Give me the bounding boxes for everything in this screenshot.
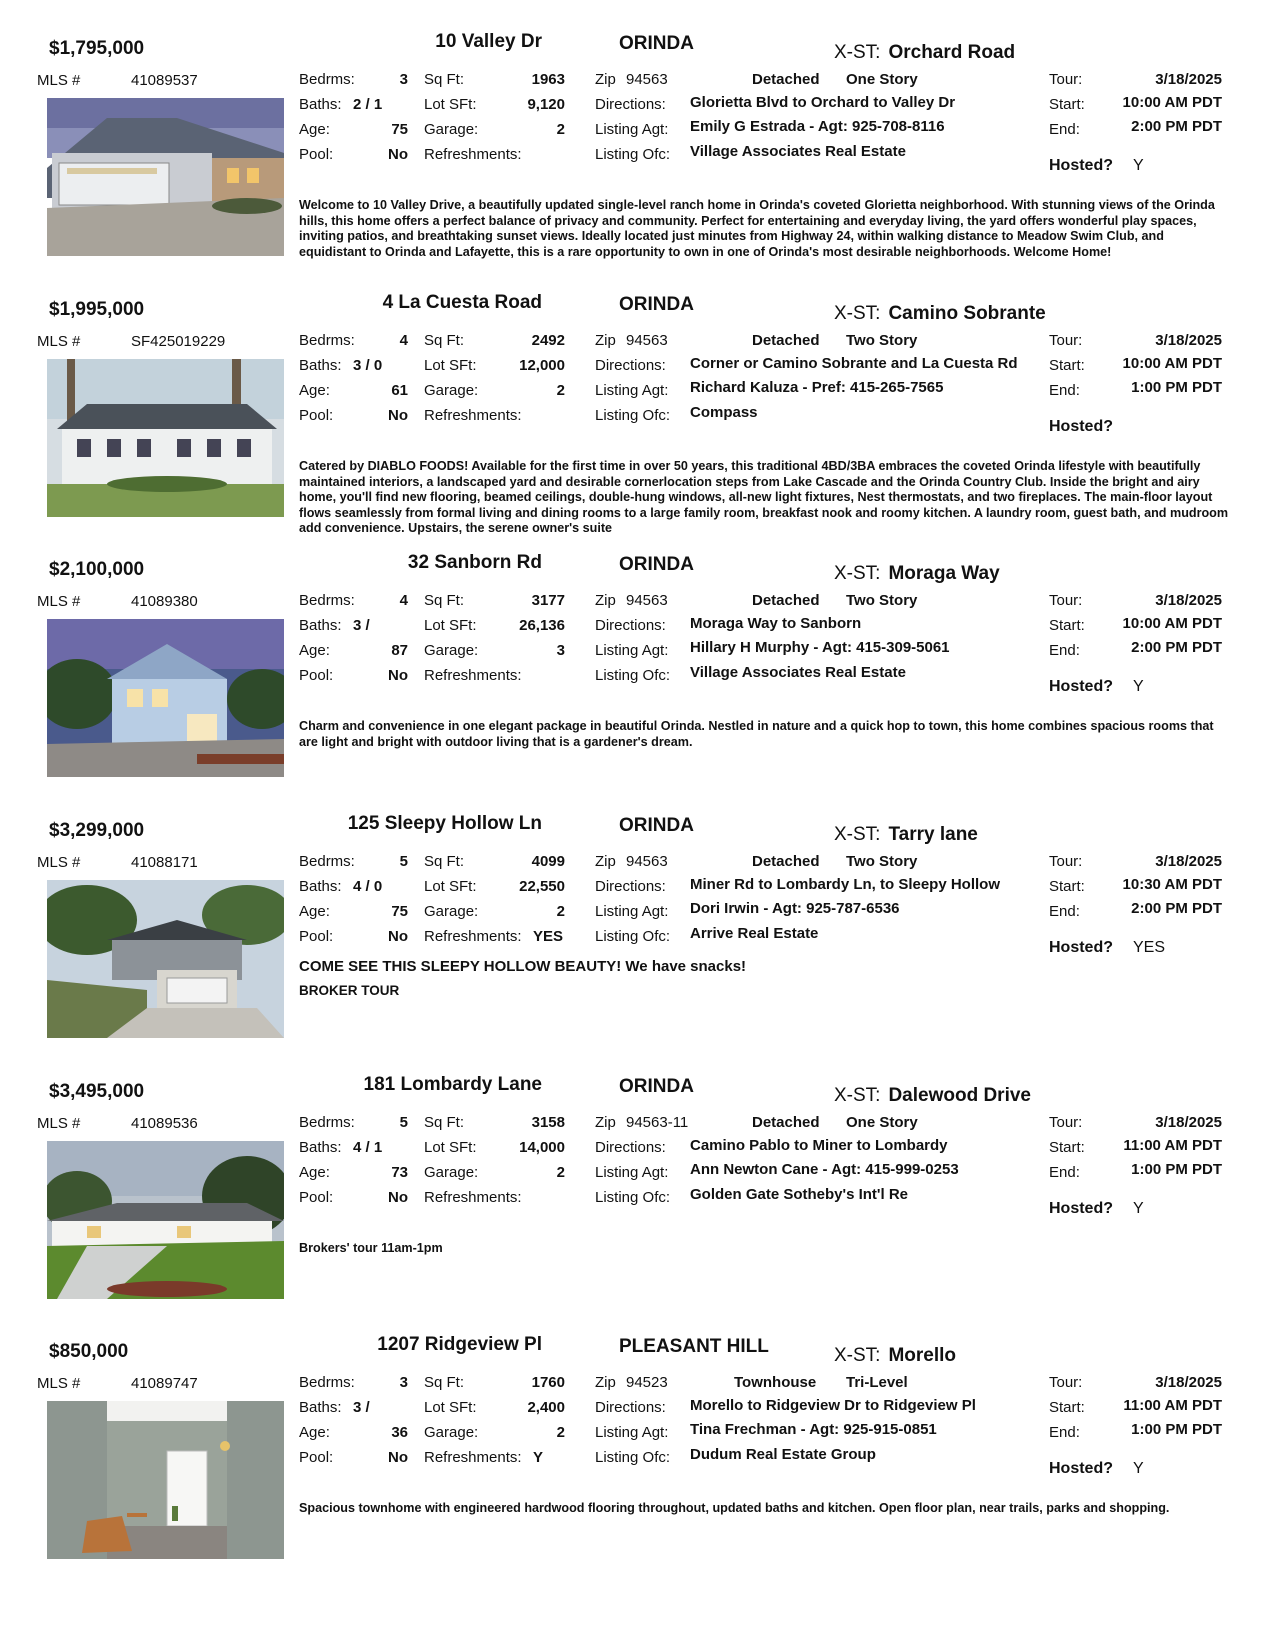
listing-agent-value: Dori Irwin - Agt: 925-787-6536 bbox=[690, 900, 900, 917]
start-label: Start: bbox=[1049, 617, 1085, 634]
cross-street bbox=[834, 303, 1046, 325]
garage-label: Garage: bbox=[424, 1164, 479, 1181]
mls-label: MLS # bbox=[37, 72, 81, 89]
mls-number: SF425019229 bbox=[131, 333, 226, 350]
start-label: Start: bbox=[1049, 357, 1085, 374]
listing-office-label: Listing Ofc: bbox=[595, 667, 671, 684]
refreshments-label: Refreshments: bbox=[424, 146, 522, 163]
directions-label: Directions: bbox=[595, 357, 666, 374]
hosted-label: Hosted? bbox=[1049, 939, 1113, 956]
listing-card bbox=[0, 1071, 1275, 1329]
listing-agent-label: Listing Agt: bbox=[595, 903, 669, 920]
refreshments-value: Y bbox=[533, 1449, 544, 1466]
mls-label: MLS # bbox=[37, 1115, 81, 1132]
bedrooms-value: 5 bbox=[399, 853, 408, 870]
lot-sqft-value: 9,120 bbox=[527, 96, 565, 113]
pool-label: Pool: bbox=[299, 1189, 334, 1206]
house-photo-image bbox=[47, 1141, 284, 1299]
directions-label: Directions: bbox=[595, 1139, 666, 1156]
hosted-label: Hosted? bbox=[1049, 678, 1113, 695]
cross-street-label: X-ST: bbox=[834, 303, 881, 324]
directions-label: Directions: bbox=[595, 878, 666, 895]
hosted-value: Y bbox=[1133, 1460, 1144, 1477]
garage-label: Garage: bbox=[424, 1424, 479, 1441]
end-time: 1:00 PM PDT bbox=[1131, 1421, 1222, 1438]
tour-date: 3/18/2025 bbox=[1155, 332, 1222, 349]
listing-card bbox=[0, 289, 1275, 547]
cross-street-value: Tarry lane bbox=[888, 824, 978, 845]
sqft-value: 3177 bbox=[531, 592, 565, 609]
lot-sqft-value: 14,000 bbox=[519, 1139, 565, 1156]
start-label: Start: bbox=[1049, 1139, 1085, 1156]
tour-label: Tour: bbox=[1049, 1114, 1083, 1131]
garage-value: 2 bbox=[556, 903, 565, 920]
listing-price: $2,100,000 bbox=[49, 559, 145, 580]
age-label: Age: bbox=[299, 1424, 330, 1441]
house-photo-image bbox=[47, 98, 284, 256]
listing-city: ORINDA bbox=[619, 815, 694, 836]
age-label: Age: bbox=[299, 642, 330, 659]
listing-card bbox=[0, 810, 1275, 1068]
refreshments-label: Refreshments: bbox=[424, 667, 522, 684]
age-value: 36 bbox=[391, 1424, 408, 1441]
end-label: End: bbox=[1049, 382, 1080, 399]
listing-office-label: Listing Ofc: bbox=[595, 146, 671, 163]
mls-label: MLS # bbox=[37, 333, 81, 350]
listing-city: ORINDA bbox=[619, 1076, 694, 1097]
bedrooms-label: Bedrms: bbox=[299, 1114, 355, 1131]
age-value: 75 bbox=[391, 903, 408, 920]
property-type: Townhouse bbox=[734, 1374, 817, 1391]
tour-label: Tour: bbox=[1049, 853, 1083, 870]
age-value: 73 bbox=[391, 1164, 408, 1181]
baths-label: Baths: bbox=[299, 1139, 342, 1156]
listing-card bbox=[0, 28, 1275, 286]
age-label: Age: bbox=[299, 382, 330, 399]
end-label: End: bbox=[1049, 903, 1080, 920]
property-style: One Story bbox=[846, 71, 918, 88]
directions-value: Moraga Way to Sanborn bbox=[690, 615, 862, 632]
bedrooms-label: Bedrms: bbox=[299, 853, 355, 870]
tour-date: 3/18/2025 bbox=[1155, 592, 1222, 609]
listing-address: 1207 Ridgeview Pl bbox=[377, 1334, 542, 1355]
cross-street bbox=[834, 824, 978, 846]
hosted-label: Hosted? bbox=[1049, 157, 1113, 174]
pool-value: No bbox=[388, 1449, 408, 1466]
end-label: End: bbox=[1049, 1164, 1080, 1181]
cross-street-value: Dalewood Drive bbox=[888, 1085, 1031, 1106]
bedrooms-value: 4 bbox=[399, 592, 408, 609]
bedrooms-label: Bedrms: bbox=[299, 71, 355, 88]
refreshments-label: Refreshments: bbox=[424, 1449, 522, 1466]
listing-address: 181 Lombardy Lane bbox=[363, 1074, 542, 1095]
age-value: 61 bbox=[391, 382, 408, 399]
directions-value: Camino Pablo to Miner to Lombardy bbox=[690, 1137, 948, 1154]
pool-value: No bbox=[388, 667, 408, 684]
cross-street-label: X-ST: bbox=[834, 1345, 881, 1366]
garage-value: 2 bbox=[556, 121, 565, 138]
start-label: Start: bbox=[1049, 96, 1085, 113]
hosted-value: Y bbox=[1133, 1200, 1144, 1217]
baths-value: 4 / 1 bbox=[353, 1139, 383, 1156]
bedrooms-value: 3 bbox=[399, 1374, 408, 1391]
listing-office-value: Golden Gate Sotheby's Int'l Re bbox=[690, 1186, 908, 1203]
cross-street bbox=[834, 1085, 1031, 1107]
listing-agent-label: Listing Agt: bbox=[595, 642, 669, 659]
bedrooms-label: Bedrms: bbox=[299, 1374, 355, 1391]
listing-office-value: Village Associates Real Estate bbox=[690, 664, 906, 681]
start-time: 10:30 AM PDT bbox=[1122, 876, 1222, 893]
mls-label: MLS # bbox=[37, 1375, 81, 1392]
garage-label: Garage: bbox=[424, 642, 479, 659]
start-time: 11:00 AM PDT bbox=[1123, 1137, 1222, 1154]
sqft-label: Sq Ft: bbox=[424, 1114, 465, 1131]
hosted-label: Hosted? bbox=[1049, 1460, 1113, 1477]
listing-office-label: Listing Ofc: bbox=[595, 1189, 671, 1206]
pool-value: No bbox=[388, 146, 408, 163]
listing-price: $850,000 bbox=[49, 1341, 129, 1362]
property-type: Detached bbox=[752, 853, 820, 870]
end-time: 2:00 PM PDT bbox=[1131, 118, 1222, 135]
zip-value: 94563 bbox=[626, 592, 668, 609]
lot-sqft-label: Lot SFt: bbox=[424, 96, 477, 113]
baths-label: Baths: bbox=[299, 357, 342, 374]
listing-city: ORINDA bbox=[619, 33, 694, 54]
property-style: Two Story bbox=[846, 592, 918, 609]
cross-street bbox=[834, 1345, 956, 1367]
bedrooms-value: 4 bbox=[399, 332, 408, 349]
house-photo bbox=[47, 1141, 284, 1299]
cross-street bbox=[834, 42, 1015, 64]
directions-label: Directions: bbox=[595, 617, 666, 634]
listing-city: ORINDA bbox=[619, 554, 694, 575]
house-photo-image bbox=[47, 880, 284, 1038]
house-photo bbox=[47, 359, 284, 517]
house-photo-image bbox=[47, 1401, 284, 1559]
garage-label: Garage: bbox=[424, 382, 479, 399]
bedrooms-label: Bedrms: bbox=[299, 332, 355, 349]
bedrooms-value: 3 bbox=[399, 71, 408, 88]
listing-office-label: Listing Ofc: bbox=[595, 407, 671, 424]
listing-agent-label: Listing Agt: bbox=[595, 382, 669, 399]
pool-label: Pool: bbox=[299, 928, 334, 945]
baths-value: 3 / bbox=[353, 617, 370, 634]
lot-sqft-label: Lot SFt: bbox=[424, 357, 477, 374]
listing-agent-value: Richard Kaluza - Pref: 415-265-7565 bbox=[690, 379, 944, 396]
house-photo-image bbox=[47, 619, 284, 777]
listing-agent-label: Listing Agt: bbox=[595, 1164, 669, 1181]
zip-value: 94563 bbox=[626, 71, 668, 88]
listing-card bbox=[0, 549, 1275, 807]
listing-city: PLEASANT HILL bbox=[619, 1336, 769, 1357]
end-time: 1:00 PM PDT bbox=[1131, 379, 1222, 396]
listing-address: 10 Valley Dr bbox=[435, 31, 542, 52]
mls-number: 41089747 bbox=[131, 1375, 198, 1392]
property-style: Two Story bbox=[846, 853, 918, 870]
directions-label: Directions: bbox=[595, 96, 666, 113]
zip-label: Zip bbox=[595, 332, 616, 349]
house-photo-image bbox=[47, 359, 284, 517]
mls-number: 41089537 bbox=[131, 72, 198, 89]
tour-label: Tour: bbox=[1049, 1374, 1083, 1391]
listing-agent-label: Listing Agt: bbox=[595, 1424, 669, 1441]
baths-value: 3 / 0 bbox=[353, 357, 383, 374]
listing-description: Catered by DIABLO FOODS! Available for the first time in over 50 years, this traditional 4BD/3BA embraces the coveted Orinda lifestyle with beautifully maintained interiors, a landscaped yard and desirable cornerlocation steps from Lake Cascade and the Orinda Country Club. Inside the bright and airy home, you'll find new flooring, beamed ceilings, double-hung windows, all-new light fixtures, Nest thermostats, and two fireplaces. The main-floor layout flows seamlessly from formal living and dining rooms to a large family room, breakfast nook and roomy kitchen. A laundry room, guest bath, and mudroom add convenience. Upstairs, the serene owner's suite bbox=[299, 459, 1229, 536]
pool-label: Pool: bbox=[299, 407, 334, 424]
baths-label: Baths: bbox=[299, 878, 342, 895]
end-time: 2:00 PM PDT bbox=[1131, 639, 1222, 656]
baths-value: 2 / 1 bbox=[353, 96, 383, 113]
age-label: Age: bbox=[299, 903, 330, 920]
tour-date: 3/18/2025 bbox=[1155, 1114, 1222, 1131]
lot-sqft-label: Lot SFt: bbox=[424, 1139, 477, 1156]
end-label: End: bbox=[1049, 121, 1080, 138]
listing-price: $1,795,000 bbox=[49, 38, 145, 59]
end-time: 2:00 PM PDT bbox=[1131, 900, 1222, 917]
garage-value: 3 bbox=[556, 642, 565, 659]
cross-street-value: Orchard Road bbox=[888, 42, 1016, 63]
hosted-value: Y bbox=[1133, 157, 1144, 174]
property-style: Two Story bbox=[846, 332, 918, 349]
garage-value: 2 bbox=[556, 1164, 565, 1181]
age-value: 87 bbox=[391, 642, 408, 659]
pool-label: Pool: bbox=[299, 146, 334, 163]
baths-value: 3 / bbox=[353, 1399, 370, 1416]
listing-description: Brokers' tour 11am-1pm bbox=[299, 1241, 443, 1255]
listing-office-value: Arrive Real Estate bbox=[690, 925, 819, 942]
property-type: Detached bbox=[752, 71, 820, 88]
start-time: 10:00 AM PDT bbox=[1122, 94, 1222, 111]
listing-agent-value: Hillary H Murphy - Agt: 415-309-5061 bbox=[690, 639, 950, 656]
refreshments-label: Refreshments: bbox=[424, 1189, 522, 1206]
lot-sqft-value: 12,000 bbox=[519, 357, 565, 374]
listing-card bbox=[0, 1331, 1275, 1589]
hosted-label: Hosted? bbox=[1049, 1200, 1113, 1217]
zip-label: Zip bbox=[595, 71, 616, 88]
tour-label: Tour: bbox=[1049, 71, 1083, 88]
listing-agent-value: Ann Newton Cane - Agt: 415-999-0253 bbox=[690, 1161, 959, 1178]
tour-date: 3/18/2025 bbox=[1155, 1374, 1222, 1391]
house-photo bbox=[47, 98, 284, 256]
pool-value: No bbox=[388, 1189, 408, 1206]
directions-value: Morello to Ridgeview Dr to Ridgeview Pl bbox=[690, 1397, 976, 1414]
zip-value: 94563 bbox=[626, 853, 668, 870]
pool-label: Pool: bbox=[299, 667, 334, 684]
sqft-label: Sq Ft: bbox=[424, 592, 465, 609]
house-photo bbox=[47, 619, 284, 777]
listing-address: 125 Sleepy Hollow Ln bbox=[347, 813, 542, 834]
zip-label: Zip bbox=[595, 853, 616, 870]
listing-price: $3,495,000 bbox=[49, 1081, 145, 1102]
house-photo bbox=[47, 1401, 284, 1559]
mls-number: 41088171 bbox=[131, 854, 198, 871]
zip-value: 94563-11 bbox=[626, 1114, 689, 1131]
pool-value: No bbox=[388, 407, 408, 424]
mls-label: MLS # bbox=[37, 854, 81, 871]
mls-number: 41089536 bbox=[131, 1115, 198, 1132]
lot-sqft-label: Lot SFt: bbox=[424, 1399, 477, 1416]
hosted-value: Y bbox=[1133, 678, 1144, 695]
mls-label: MLS # bbox=[37, 593, 81, 610]
tour-date: 3/18/2025 bbox=[1155, 71, 1222, 88]
start-time: 10:00 AM PDT bbox=[1122, 615, 1222, 632]
start-time: 11:00 AM PDT bbox=[1123, 1397, 1222, 1414]
refreshments-label: Refreshments: bbox=[424, 407, 522, 424]
sqft-value: 2492 bbox=[531, 332, 565, 349]
zip-label: Zip bbox=[595, 592, 616, 609]
end-label: End: bbox=[1049, 1424, 1080, 1441]
refreshments-label: Refreshments: bbox=[424, 928, 522, 945]
baths-value: 4 / 0 bbox=[353, 878, 383, 895]
lot-sqft-value: 2,400 bbox=[527, 1399, 565, 1416]
tour-label: Tour: bbox=[1049, 332, 1083, 349]
directions-value: Glorietta Blvd to Orchard to Valley Dr bbox=[690, 94, 956, 111]
sqft-value: 1760 bbox=[531, 1374, 565, 1391]
age-label: Age: bbox=[299, 121, 330, 138]
property-type: Detached bbox=[752, 332, 820, 349]
listing-city: ORINDA bbox=[619, 294, 694, 315]
start-label: Start: bbox=[1049, 1399, 1085, 1416]
listing-price: $1,995,000 bbox=[49, 299, 145, 320]
sqft-label: Sq Ft: bbox=[424, 1374, 465, 1391]
zip-label: Zip bbox=[595, 1114, 616, 1131]
start-time: 10:00 AM PDT bbox=[1122, 355, 1222, 372]
sqft-label: Sq Ft: bbox=[424, 853, 465, 870]
start-label: Start: bbox=[1049, 878, 1085, 895]
zip-value: 94563 bbox=[626, 332, 668, 349]
cross-street-value: Moraga Way bbox=[888, 563, 1000, 584]
listing-agent-value: Tina Frechman - Agt: 925-915-0851 bbox=[690, 1421, 937, 1438]
property-type: Detached bbox=[752, 1114, 820, 1131]
garage-value: 2 bbox=[556, 1424, 565, 1441]
directions-value: Corner or Camino Sobrante and La Cuesta Rd bbox=[690, 355, 1018, 372]
lot-sqft-label: Lot SFt: bbox=[424, 878, 477, 895]
baths-label: Baths: bbox=[299, 1399, 342, 1416]
listing-description: Welcome to 10 Valley Drive, a beautifully updated single-level ranch home in Orinda's coveted Glorietta neighborhood. With stunning views of the Orinda hills, this home offers a perfect balance of privacy and community. Perfect for entertaining and everyday living, the yard offers wonderful play spaces, inviting patios, and breathtaking sunset views. Ideally located just minutes from Highway 24, within walking distance to Meadow Swim Club, and equidistant to Orinda and Lafayette, this is a rare opportunity to own in one of Orinda's most desirable neighborhoods. Welcome Home! bbox=[299, 198, 1215, 259]
listing-office-value: Compass bbox=[690, 404, 758, 421]
listing-address: 32 Sanborn Rd bbox=[407, 552, 542, 573]
cross-street-label: X-ST: bbox=[834, 42, 881, 63]
listing-office-label: Listing Ofc: bbox=[595, 928, 671, 945]
sqft-value: 3158 bbox=[531, 1114, 565, 1131]
listing-office-value: Village Associates Real Estate bbox=[690, 143, 906, 160]
garage-value: 2 bbox=[556, 382, 565, 399]
sqft-value: 1963 bbox=[531, 71, 565, 88]
hosted-value: YES bbox=[1133, 939, 1166, 956]
listing-description: Spacious townhome with engineered hardwood flooring throughout, updated baths and kitchen. Open floor plan, near trails, parks and shopping. bbox=[299, 1501, 1170, 1515]
lot-sqft-value: 22,550 bbox=[519, 878, 565, 895]
cross-street-label: X-ST: bbox=[834, 563, 881, 584]
pool-label: Pool: bbox=[299, 1449, 334, 1466]
bedrooms-value: 5 bbox=[399, 1114, 408, 1131]
zip-label: Zip bbox=[595, 1374, 616, 1391]
garage-label: Garage: bbox=[424, 903, 479, 920]
tour-date: 3/18/2025 bbox=[1155, 853, 1222, 870]
listing-office-value: Dudum Real Estate Group bbox=[690, 1446, 876, 1463]
listing-price: $3,299,000 bbox=[49, 820, 145, 841]
lot-sqft-value: 26,136 bbox=[519, 617, 565, 634]
sqft-label: Sq Ft: bbox=[424, 71, 465, 88]
property-type: Detached bbox=[752, 592, 820, 609]
listing-address: 4 La Cuesta Road bbox=[382, 292, 542, 313]
age-label: Age: bbox=[299, 1164, 330, 1181]
end-time: 1:00 PM PDT bbox=[1131, 1161, 1222, 1178]
lot-sqft-label: Lot SFt: bbox=[424, 617, 477, 634]
garage-label: Garage: bbox=[424, 121, 479, 138]
cross-street-value: Camino Sobrante bbox=[888, 303, 1046, 324]
property-style: Tri-Level bbox=[846, 1374, 908, 1391]
cross-street-label: X-ST: bbox=[834, 1085, 881, 1106]
listing-description: Charm and convenience in one elegant package in beautiful Orinda. Nestled in nature and a quick hop to town, this home combines spacious rooms that are light and bright with outdoor living that is a gardener's dream. bbox=[299, 719, 1214, 749]
cross-street-value: Morello bbox=[888, 1345, 957, 1366]
listing-agent-value: Emily G Estrada - Agt: 925-708-8116 bbox=[690, 118, 945, 135]
listing-note: COME SEE THIS SLEEPY HOLLOW BEAUTY! We have snacks! bbox=[299, 958, 747, 975]
directions-label: Directions: bbox=[595, 1399, 666, 1416]
listing-office-label: Listing Ofc: bbox=[595, 1449, 671, 1466]
listing-agent-label: Listing Agt: bbox=[595, 121, 669, 138]
tour-label: Tour: bbox=[1049, 592, 1083, 609]
age-value: 75 bbox=[391, 121, 408, 138]
baths-label: Baths: bbox=[299, 96, 342, 113]
mls-number: 41089380 bbox=[131, 593, 198, 610]
baths-label: Baths: bbox=[299, 617, 342, 634]
sqft-value: 4099 bbox=[531, 853, 565, 870]
refreshments-value: YES bbox=[533, 928, 564, 945]
zip-value: 94523 bbox=[626, 1374, 668, 1391]
property-style: One Story bbox=[846, 1114, 918, 1131]
listing-note-secondary: BROKER TOUR bbox=[299, 983, 400, 998]
directions-value: Miner Rd to Lombardy Ln, to Sleepy Hollow bbox=[690, 876, 1001, 893]
house-photo bbox=[47, 880, 284, 1038]
cross-street-label: X-ST: bbox=[834, 824, 881, 845]
cross-street bbox=[834, 563, 1000, 585]
sqft-label: Sq Ft: bbox=[424, 332, 465, 349]
pool-value: No bbox=[388, 928, 408, 945]
end-label: End: bbox=[1049, 642, 1080, 659]
hosted-label: Hosted? bbox=[1049, 418, 1113, 435]
bedrooms-label: Bedrms: bbox=[299, 592, 355, 609]
